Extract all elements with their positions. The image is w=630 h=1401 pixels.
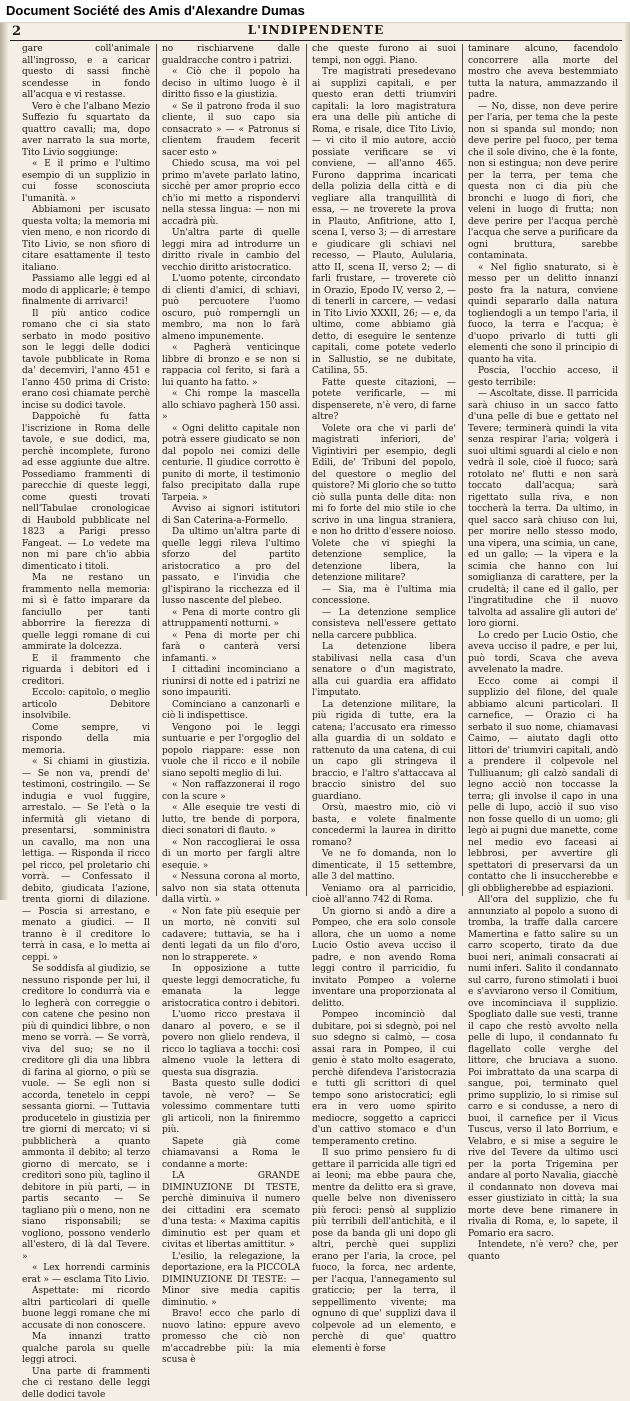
paragraph: Tre magistrati presedevano ai supplizi capitali, e per questo eran detti triumviri capitali: la loro magistratura era una delle più antiche di Roma, e risale, dice Tito Livio, — vi cito il mio autore, acciò possiate verificare se vi conviene, — all'anno 465. Furono dapprima incaricati della polizia della città e di vegliare alla tranquillità di essa, — ne troverete la prova in Plauto, Anfitrione, atto I, scena I, verso 3; — di arrestare e giudicare gli schiavi nel recesso, — Plauto, Aulularia, atto II, scena II, verso 2; — di farli frustare, — troverete ciò in Orazio, Epodo IV, verso 2, — di tenerli in carcere, — vedasi in Tito Livio XXXII, 26; — e, da ultimo, come abbiamo già detto, di eseguire le sentenze capitali, come potete vederlo in Sallustio, se ne dubitate, Catilina, 55. <box>312 67 456 378</box>
paragraph: « E il primo e l'ultimo esempio di un supplizio in cui fosse sconosciuta l'umanità. » <box>22 159 150 205</box>
paragraph: L'esilio, la relegazione, la deportazione, era la PICCOLA DIMINUZIONE DI TESTE: — Minor sive media capitis diminutio. » <box>162 1252 300 1310</box>
paragraph: Sapete già come chiamavansi a Roma le condanne a morte: <box>162 1137 300 1172</box>
paragraph: « Lex horrendi carminis erat » — esclama Tito Livio. <box>22 1263 150 1286</box>
column-divider <box>306 44 307 896</box>
newspaper-masthead: L'INDIPENDENTE <box>10 23 622 37</box>
paragraph: Volete ora che vi parli de' magistrati inferiori, de' Vigintiviri per esempio, degli Edili, de' Tribuni del popolo, del questore o meglio del quistore? Mi glorio che so tutto ciò sulla punta delle dita: non mi fo forte del mio stile io che scrivo in una lingua straniera, e non ho dritto d'essere noioso. Volete che vi spieghi la detenzione semplice, la detenzione libera, la detenzione militare? <box>312 424 456 585</box>
paragraph: LA GRANDE DIMINUZIONE DI TESTE, perchè diminuiva il numero dei cittadini era scemato d'una testa: « Maxima capitis diminutio est per quam et civitas et libertas amittitur. » <box>162 1171 300 1252</box>
paragraph: Basta questo sulle dodici tavole, nè vero? — Se volessimo commentare tutti gli articoli, non la finiremmo più. <box>162 1079 300 1137</box>
paragraph: Lo credo per Lucio Ostio, che aveva ucciso il padre, e per lui, può tordi, Scava che aveva avvelenato la madre. <box>468 631 618 677</box>
paragraph: « Non raffazzonerai il rogo con la scure » <box>162 780 300 803</box>
paragraph: Avviso ai signori istitutori di San Caterina-a-Formello. <box>162 504 300 527</box>
paragraph: Ma innanzi tratto qualche parola su quelle leggi atroci. <box>22 1332 150 1367</box>
page-number: 2 <box>12 24 21 39</box>
paragraph: « Chi rompe la mascella allo schiavo pagherà 150 assi. » <box>162 389 300 424</box>
paragraph: Intendete, n'è vero? che, per quanto <box>468 1240 618 1263</box>
paragraph: Un giorno si andò a dire a Pompeo, che era solo console allora, che un uomo a nome Lucio Ostio aveva ucciso il padre, e non avendo Roma leggi contro il parricidio, fu invitato Pompeo a volerne inventare una proporzionata al delitto. <box>312 907 456 1011</box>
page-edge-shadow <box>624 22 630 900</box>
paragraph: che queste furono ai suoi tempi, non oggi. Piano. <box>312 44 456 67</box>
paragraph: Chiedo scusa, ma voi pel primo m'avete parlato latino, sicchè per amor proprio ecco ch'io mi metto a rispondervi nella stessa lingua: — non mi accadrà più. <box>162 159 300 228</box>
paragraph: — La detenzione semplice consisteva nell'essere gettato nella carcere pubblica. <box>312 608 456 643</box>
paragraph: Il suo primo pensiero fu di gettare il parricida alle tigri ed ai leoni; ma ebbe paura che, mentre da delitto era sì grave, quelle belve non divenissero più feroci: pensò al supplizio più terribili dell'antichità, e il pose da banda gli uni dopo gli altri, perchè quei supplizi erano per l'aria, la croce, pel fuoco, la forca, nec ardente, per l'acqua, l'annegamento sul graticcio; per la terra, il seppellimento vivente; ma ognuno di que' supplizi dava il colpevole ad un elemento, e perchè di que' quattro elementi è forse <box>312 1148 456 1355</box>
paragraph: « Non raccoglierai le ossa di un morto per fargli altre esequie. » <box>162 838 300 873</box>
paragraph: Un'altra parte di quelle leggi mira ad introdurre un diritto rivale in cambio del vecchio diritto aristocratico. <box>162 228 300 274</box>
text-column-1 <box>22 44 150 896</box>
paragraph: Come sempre, vi rispondo della mia memoria. <box>22 723 150 758</box>
paragraph: « Pagherà venticinque libbre di bronzo e se non si rappacia col ferito, si farà a lui quanto ha fatto. » <box>162 343 300 389</box>
paragraph: « Non fate più esequie per un morto, nè conviti sul cadavere; tuttavia, se ha i denti legati da un filo d'oro, non lo strapperete. » <box>162 907 300 965</box>
document-title: Document Société des Amis d'Alexandre Dumas <box>6 3 305 18</box>
paragraph: Cominciano a canzonarli e ciò li indispettisce. <box>162 700 300 723</box>
paragraph: « Si chiami in giustizia. — Se non va, prendi de' testimoni, costringilo. — Se indugia e vuol fuggire, arrestalo. — Se l'età o la infermità gli vietano di presentarsi, somministra un cavallo, ma non una lettiga. — Risponda il ricco pel ricco, pel proletario chi vorrà. — Confessato il debito, giudicata l'azione, trenta giorni di dilazione. — Poscia si arrestano, e menato a giudici. — Il tranno è il creditore lo terrà in casa, e lo metta ai ceppi. » <box>22 757 150 964</box>
text-column-4 <box>468 44 618 896</box>
paragraph: L'uomo ricco prestava il danaro al povero, e se il povero non glielo rendeva, il ricco lo tagliava a tocchi: così almeno vuole la lettera di questa sua disgrazia. <box>162 1010 300 1079</box>
paragraph: « Nessuna corona al morto, salvo non sia stata ottenuta dalla virtù. » <box>162 872 300 907</box>
paragraph: La detenzione militare, la più rigida di tutte, era la catena; l'accusato era rimesso alla guardia di un soldato e rattenuto da una catena, di cui un capo gli stringeva il braccio, e l'altro s'attaccava al braccio sinistro del suo guardiano. <box>312 700 456 804</box>
paragraph: Ma ne restano un frammento nella memoria: mi sì è fatto imparare da fanciullo per tanti abborrire la fierezza di quelle leggi romane di cui ammirate la dolcezza. <box>22 573 150 654</box>
paragraph: Ecco come ai compi il supplizio del filone, del quale abbiamo alcuni particolari. Il carnefice, — Orazio ci ha serbato il suo nome, chiamavasi Caimo, — aiutato dagli otto littori de' triumviri capitali, andò a prendere il colpevole nel Tulliuanum; gli calzò sandali di legno acciò non toccasse la terra; gli involse il capo in una pelle di lupo, acciò il suo viso non fosse quello di un uomo; gli legò ai pugni due manette, come nel medio evo faceasi ai lebbrosi, per avvertire gli spettatori di preservarsi da un contatto che li insuccherebbe e gli obbligherebbe ad espiazioni. <box>468 677 618 896</box>
paragraph: All'ora del supplizio, che fu annunziato al popolo a suono di tromba, la traffe dalla carcere Mamertina e fatto salire su un carro scoperto, tirato da due buoi neri, animali consacrati ai numi inferi. Salito il condannato sul carro, furono stimolati i buoi e s'avviarono verso il Comitium, ove incominciava il supplizio. Spogliato dalle sue vesti, tranne il capo che restò avvolto nella pelle di lupo, il condannato fu flagellato colle verghe del littore, che bruciava a suono. Poi imbrattato da una scarpa di sangue, poi, terminato quel primo supplizio, lo si rimise sul carro e si condusse, a nero di buoi, il carnefice per il Vicus Tuscus, verso il lato Borrium, e Velabro, e si mise a seguire le rive del Tevere da ultimo usci per la porta Trigemina per andare al porto Navalia, giacchè il condannato non doveva mai esser giustiziato in città; la sua morte deve bene rimanere in rivalia di Roma, e, lo sapete, il Pomario era sacro. <box>468 895 618 1240</box>
paragraph: no rischiarvene dalle gualdracche contro i patrizi. <box>162 44 300 67</box>
paragraph: Bravo! ecco che parlo di nuovo latino: eppure avevo promesso che ciò non m'accadrebbe più: la mia scusa è <box>162 1309 300 1367</box>
paragraph: « Ogni delitto capitale non potrà essere giudicato se non dal popolo nei comizi delle centurie. Il giudice corrotto è punito di morte, il testimonio falso precipitato dalla rupe Tarpeia. » <box>162 424 300 505</box>
paragraph: Orsù, maestro mio, ciò vi basta, e volete finalmente concedermi la laurea in diritto romano? <box>312 803 456 849</box>
paragraph: Dappoichè fu fatta l'iscrizione in Roma delle tavole, e sue dodici, ma, perchè incomplete, furono ad esse aggiunte due altre. Possediamo frammenti di parecchie di queste leggi, come questi trovati nell'Tabulae cronologicae di Haubold pubblicate nel 1823 a Parigi presso Fangeat. — Lo vedete ma non mi pare ch'io abbia dimenticato i titoli. <box>22 412 150 573</box>
paragraph: Il più antico codice romano che ci sia stato serbato in modo positivo son le leggi delle dodici tavole pubblicate in Roma da' decemviri, l'anno 451 e l'anno 450 prima di Cristo: erano così chiamate perchè incise su dodici tavole. <box>22 309 150 413</box>
paragraph: « Se il patrono froda il suo cliente, il suo capo sia consacrato » — « Patronus si clientem fraudem fecerit sacer esto » <box>162 102 300 160</box>
paragraph: — Sia, ma è l'ultima mia concessione. <box>312 585 456 608</box>
paragraph: Poscia, l'occhio acceso, il gesto terribile: <box>468 366 618 389</box>
paragraph: — No, disse, non deve perire per l'aria, per tema che la peste non si spanda sul mondo; non deve perire pel fuoco, per tema che il sole divino, che è la fonte, non si estingua; non deve perire per la terra, per tema che questa non ci dia più che bronchi e luogo di fiori, che veleni in luogo di frutta; non deve perire per l'acqua perchè l'acqua che serve a purificare da ogni bruttura, sarebbe contaminata. <box>468 102 618 263</box>
paragraph: Ve ne fo domanda, non lo dimenticate, il 15 settembre, alle 3 del mattino. <box>312 849 456 884</box>
paragraph: « Nel figlio snaturato, si è messo per un delitto innanzi posto fra la natura, conviene quindi separarlo dalla natura togliendogli a un tempo l'aria, il fuoco, la terra e l'acqua; è d'uopo privarlo di tutti gli elementi che sono il principio di quanto ha vita. <box>468 263 618 367</box>
page-binding-shadow <box>0 22 8 900</box>
paragraph: Fatte queste citazioni, — potete verificarle, — mi dispenserete, n'è vero, di farne altre? <box>312 378 456 424</box>
paragraph: I cittadini incominciano a riunirsi di notte ed i patrizi ne sono impauriti. <box>162 665 300 700</box>
paragraph: Se soddisfa al giudizio, se nessuno risponde per lui, il creditore lo condurrà via e lo legherà con correggie o con catene che pesino non più di quindici libbre, o non meno se vorrà. — Se vorrà, viva del suo; se no il creditore gli dia una libbra di farina al giorno, o più se vuole. — Se egli non si accorda, tenetelo in ceppi sessanta giorni. — Tuttavia producetelo in giustizia per tre giorni di mercato; vi si pubblicherà a quanto ammonta il debito; al terzo giorno di mercato, se i creditori sono più, taglino il debitore in più parti, — in partis secanto — Se tagliano più o meno, non ne siano risponsabili; se vogliono, possono venderlo all'estero, di là dal Tevere. » <box>22 964 150 1263</box>
page-header <box>10 22 622 41</box>
paragraph: La detenzione libera stabilivasi nella casa d'un senatore o d'un magistrato, alla cui guardia era affidato l'imputato. <box>312 642 456 700</box>
paragraph: Aspettate: mi ricordo altri particolari di quelle buone leggi romane che mi accusate di non conoscere. <box>22 1286 150 1332</box>
paragraph: Da ultimo un'altra parte di quelle leggi rileva l'ultimo sforzo del partito aristocratico a pro del passato, e l'invidia che gl'ispirano la ricchezza ed il lusso nascente del plebeo. <box>162 527 300 608</box>
paragraph: gare coll'animale all'ingrosso, e a caricar questo di sassi finchè scendesse in fondo all'acqua e vi restasse. <box>22 44 150 102</box>
text-column-3 <box>312 44 456 896</box>
paragraph: Una parte di frammenti che ci restano delle leggi delle dodici tavole <box>22 1367 150 1401</box>
paragraph: Passiamo alle leggi ed al modo di applicarle; è tempo finalmente di arrivarci! <box>22 274 150 309</box>
paragraph: « Ciò che il popolo ha deciso in ultimo luogo è il diritto fisso e la giustizia. <box>162 67 300 102</box>
paragraph: Eccolo: capitolo, o meglio articolo Debitore insolvibile. <box>22 688 150 723</box>
paragraph: Veniamo ora al parricidio, cioè all'anno 742 di Roma. <box>312 884 456 907</box>
paragraph: Pompeo incominciò dal dubitare, poi si sdegnò, poi nel suo sdegno si calmò, — cosa assai rara in Pompeo, il cui genio è stato molto esagerato, perchè difendeva l'aristocrazia e tutti gli scrittori di quel tempo sono aristocratici; egli era in vero uomo spirito mediocre, soggetto a capricci d'un cattivo stomaco e d'un temperamento cretino. <box>312 1010 456 1148</box>
paragraph: Abbiamoni per iscusato questa volta; la memoria mi vien meno, e non ricordo di Tito Livio, se non sfioro di citare esattamente il testo italiano. <box>22 205 150 274</box>
text-column-2 <box>162 44 300 896</box>
paragraph: Vengono poi le leggi suntuarie e per l'orgoglio del popolo riappare: esse non vuole che il ricco e il nobile siano sepolti meglio di lui. <box>162 723 300 781</box>
paragraph: « Pena di morte per chi farà o canterà versi infamanti. » <box>162 631 300 666</box>
paragraph: « Pena di morte contro gli attruppamenti notturni. » <box>162 608 300 631</box>
paragraph: « Alle esequie tre vesti di lutto, tre bende di porpora, dieci sonatori di flauto. » <box>162 803 300 838</box>
paragraph: In opposizione a tutte queste leggi democratiche, fu emanata la legge aristocratica contro i debitori. <box>162 964 300 1010</box>
paragraph: E il frammento che riguarda i debitori ed i creditori. <box>22 654 150 689</box>
paragraph: — Ascoltate, disse. Il parricida sarà chiuso in un sacco fatto d'una pelle di bue e gettato nel Tevere; terminerà quindi la vita senza respirar l'aria; volgerà i suoi ultimi sguardi al cielo e non vedrà il sole, cioè il fuoco; sarà rotolato ne' flutti e non sarà toccato dall'acqua; sarà rigettato sulla riva, e non toccherà la terra. Da ultimo, in quel sacco sarà chiuso con lui, per morire nello stesso modo, una vipera, una scimia, un cane, ed un gallo; — la vipera e la scimia che hanno con lui somiglianza di carattere, per la crudeltà; il cane ed il gallo, per l'ingratitudine che il nuovo talvolta ad assalire gli autori de' loro giorni. <box>468 389 618 631</box>
paragraph: Vero è che l'albano Mezio Suffezio fu squartato da quattro cavalli; ma, dopo aver narrato la sua morte, Tito Livio soggiunge: <box>22 102 150 160</box>
paragraph: L'uomo potente, circondato di clienti d'amici, di schiavi, può percuotere l'uomo oscuro, può romperngli un membro, ma non lo farà almeno impunemente. <box>162 274 300 343</box>
paragraph: taminare alcuno, facendolo concorrere alla morte del mostro che aveva bestemmiato tutta la natura, ammazzando il padre. <box>468 44 618 102</box>
document-title-bar <box>0 0 630 23</box>
column-divider <box>156 44 157 896</box>
column-divider <box>462 44 463 896</box>
